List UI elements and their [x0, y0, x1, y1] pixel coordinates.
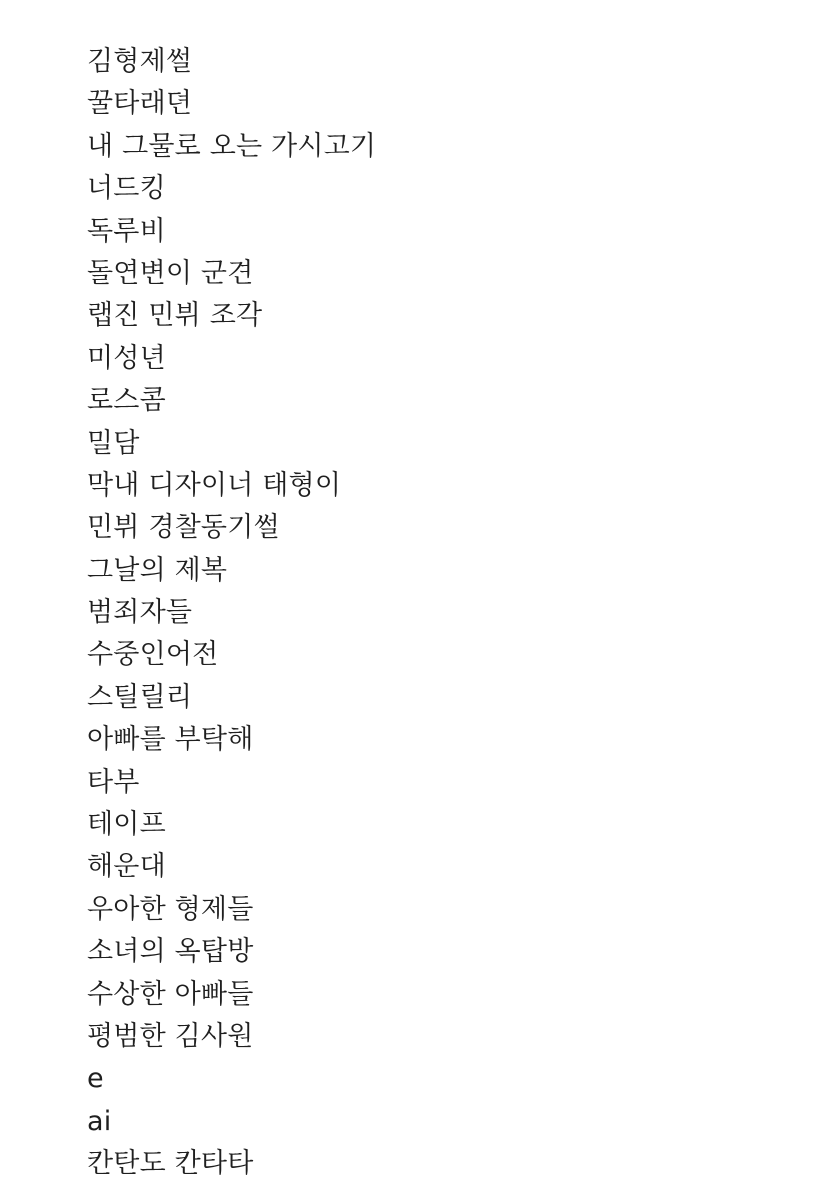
list-item: 민뷔 경찰동기썰: [87, 512, 280, 544]
list-item: e: [87, 1063, 104, 1095]
list-item: 그날의 제복: [87, 554, 228, 586]
list-item: 범죄자들: [87, 597, 193, 629]
list-item: 꿀타래뎐: [87, 88, 193, 120]
list-item: 아빠를 부탁해: [87, 724, 254, 756]
title-list: [87, 41, 376, 1186]
list-item: 막내 디자이너 태형이: [87, 469, 342, 501]
list-item: 소녀의 옥탑방: [87, 936, 254, 968]
list-item: 돌연변이 군견: [87, 257, 254, 289]
list-item: 로스콤: [87, 385, 166, 417]
list-item: 김형제썰: [87, 46, 193, 77]
list-item: 밀담: [87, 427, 140, 459]
list-item: 테이프: [87, 809, 166, 841]
list-item: 타부: [87, 766, 140, 798]
list-item: 랩진 민뷔 조각: [87, 300, 263, 332]
list-item: 독루비: [87, 215, 166, 247]
list-item: 평범한 김사원: [87, 1020, 254, 1052]
list-item: 스틸릴리: [87, 681, 193, 713]
list-item: 칸탄도 칸타타: [87, 1148, 254, 1180]
list-item: 우아한 형제들: [87, 893, 254, 925]
list-item: ai: [87, 1105, 112, 1137]
list-item: 수중인어전: [87, 639, 219, 671]
list-item: 수상한 아빠들: [87, 978, 254, 1010]
list-item: 미성년: [87, 342, 166, 374]
list-item: 너드킹: [87, 173, 166, 205]
list-item: 해운대: [87, 851, 166, 883]
list-item: 내 그물로 오는 가시고기: [87, 130, 377, 162]
